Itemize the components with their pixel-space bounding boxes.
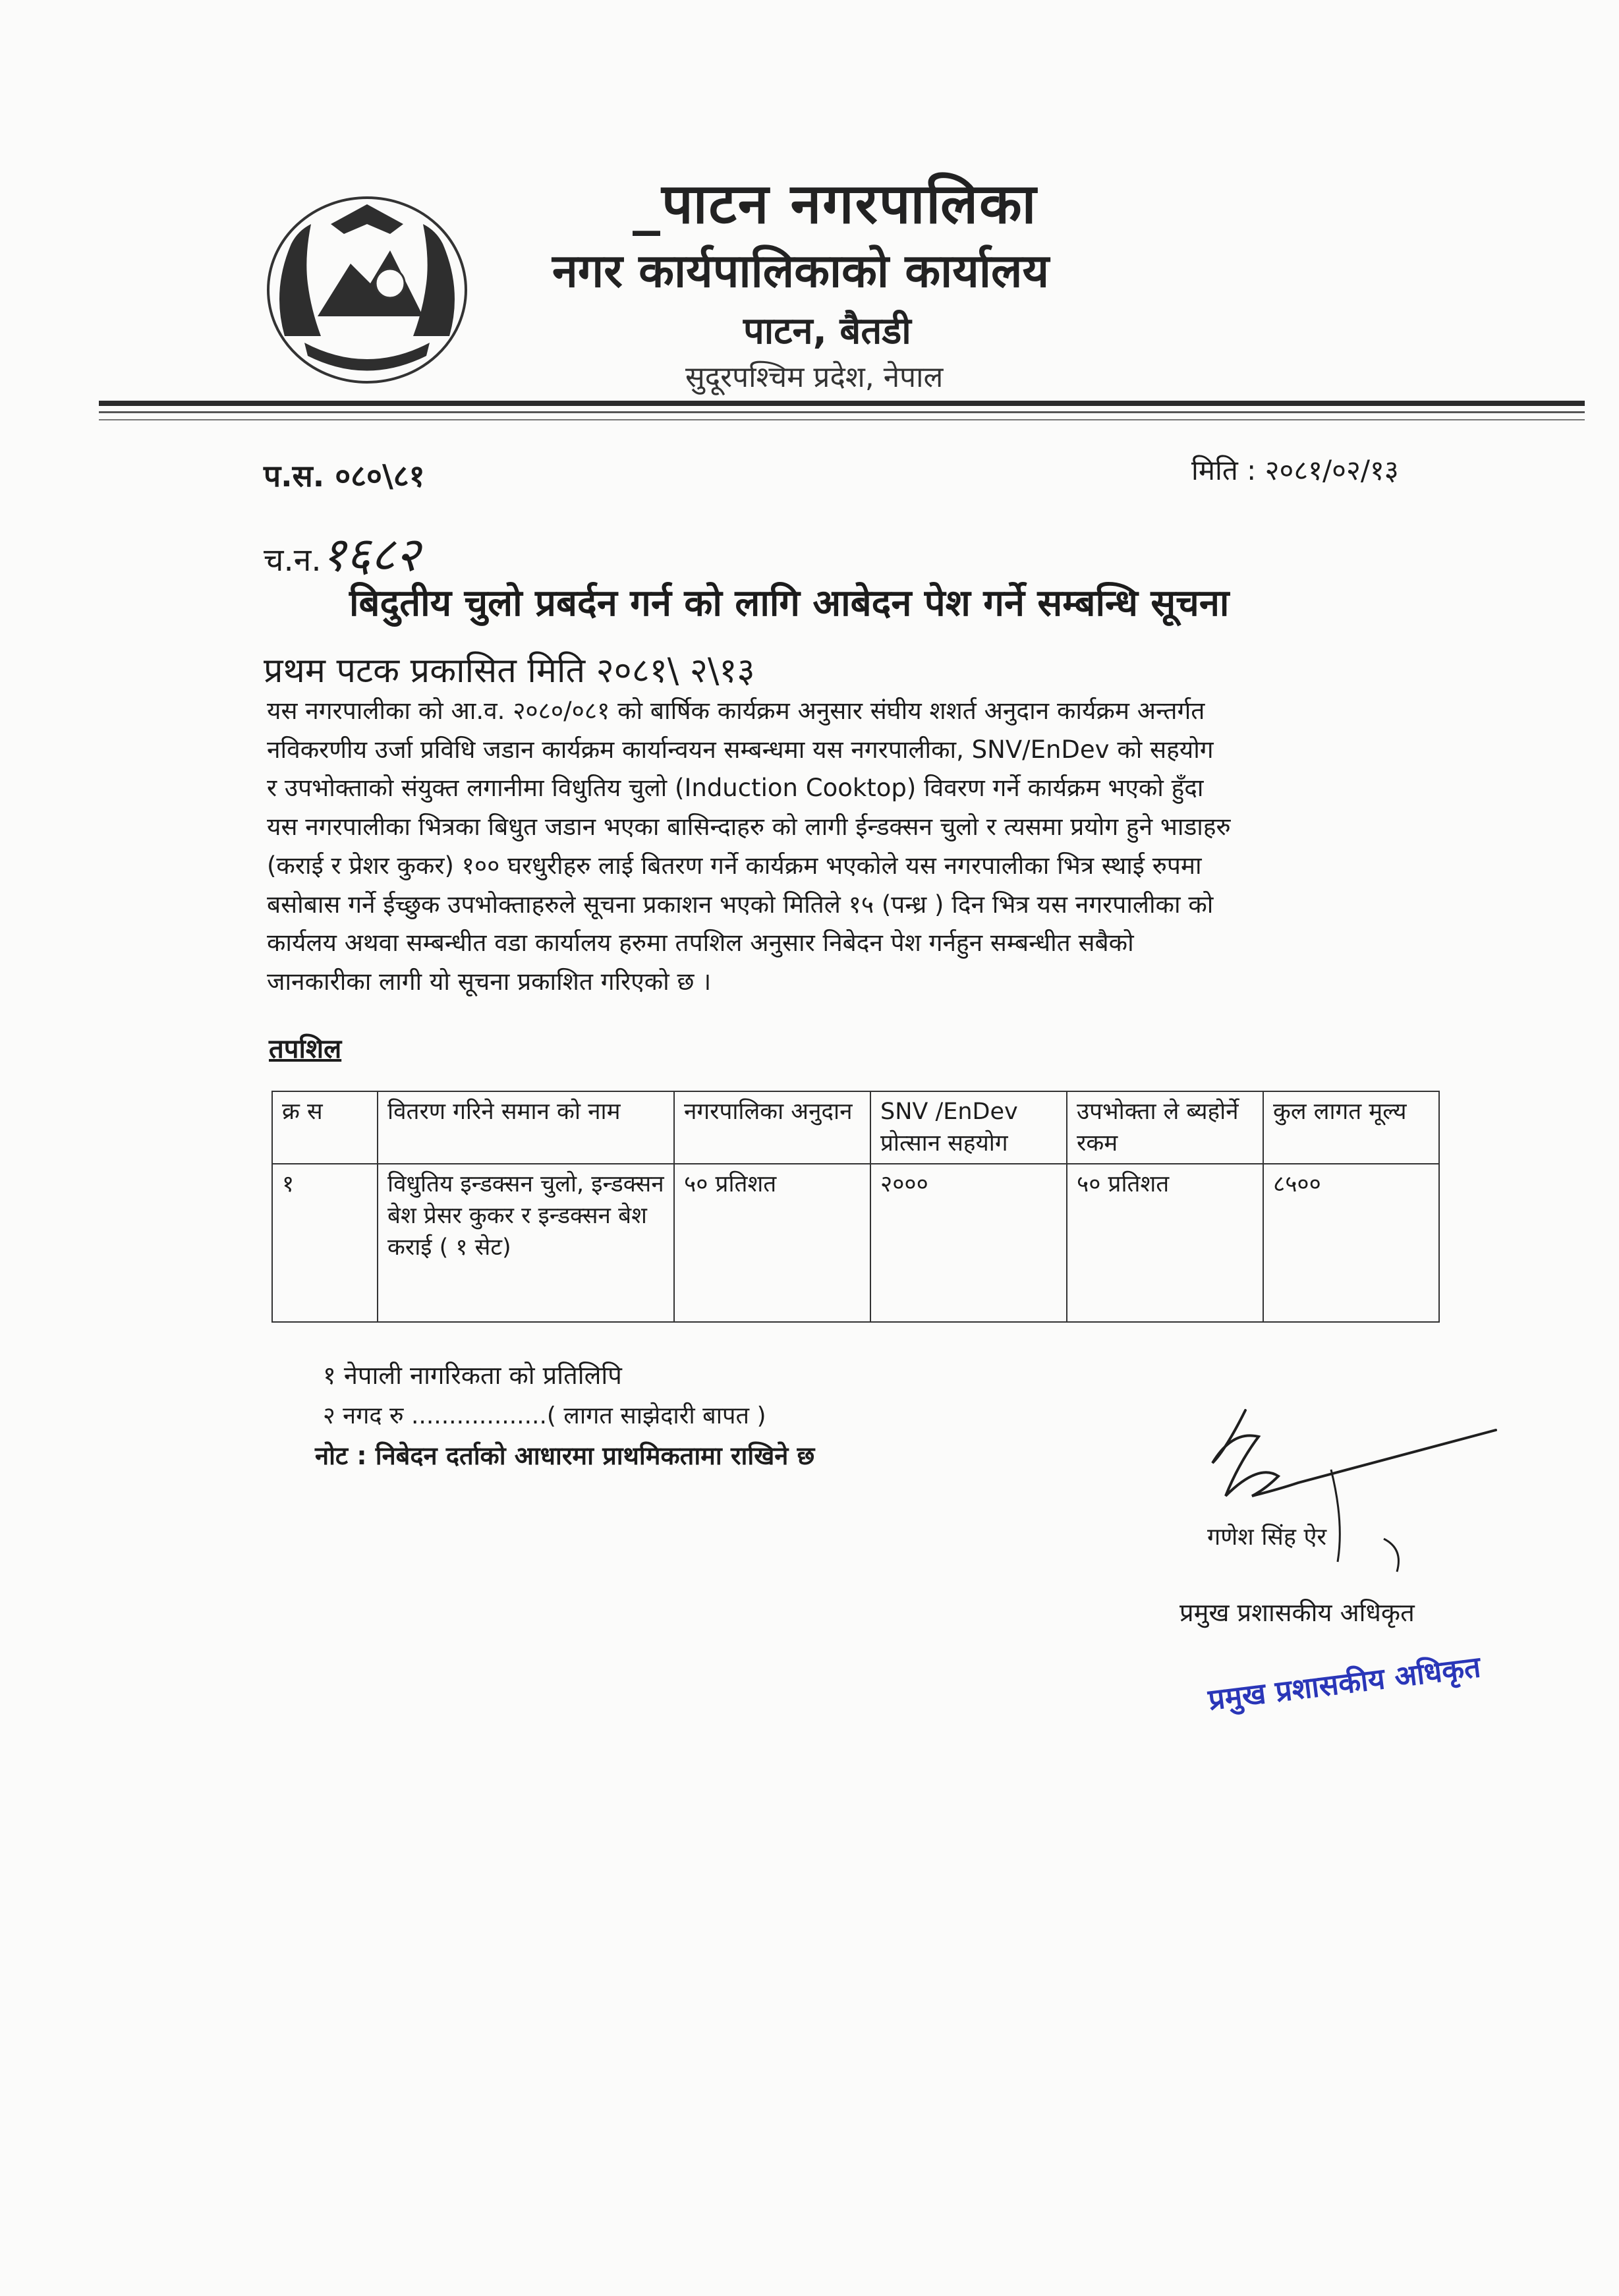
- body-line: (कराई र प्रेशर कुकर) १०० घरधुरीहरु लाई बितरण गर्ने कार्यक्रम भएकोले यस नगरपालीका भित्र स्थाई रुपमा: [267, 851, 1202, 880]
- office-name: नगर कार्यपालिकाको कार्यालय: [552, 244, 1050, 298]
- office-location: पाटन, बैतडी: [743, 310, 911, 353]
- body-line: जानकारीका लागी यो सूचना प्रकाशित गरिएको छ ।: [267, 967, 712, 996]
- table-header-cell: उपभोक्ता ले ब्यहोर्ने रकम: [1067, 1091, 1263, 1164]
- distribution-table: [271, 1091, 1440, 1323]
- table-cell: ८५००: [1263, 1164, 1439, 1322]
- header-divider-hairline: [99, 419, 1585, 420]
- table-header-cell: कुल लागत मूल्य: [1263, 1091, 1439, 1164]
- header-divider-thin: [99, 411, 1585, 413]
- details-heading: तपशिल: [269, 1034, 342, 1064]
- signatory-name: गणेश सिंह ऐर: [1207, 1524, 1327, 1551]
- table-cell: २०००: [870, 1164, 1067, 1322]
- province-name: सुदूरपश्चिम प्रदेश, नेपाल: [685, 360, 944, 394]
- table-header-cell: नगरपालिका अनुदान: [674, 1091, 870, 1164]
- dispatch-number: [264, 521, 420, 585]
- designation-stamp: प्रमुख प्रशासकीय अधिकृत: [1206, 1650, 1483, 1717]
- table-header-cell: क्र स: [272, 1091, 378, 1164]
- dispatch-number-handwritten: १६८२: [321, 527, 420, 582]
- table-cell: विधुतिय इन्डक्सन चुलो, इन्डक्सन बेश प्रेसर कुकर र इन्डक्सन बेश कराई ( १ सेट): [378, 1164, 674, 1322]
- table-header-row: [272, 1091, 1439, 1164]
- notice-body: [267, 692, 1440, 1002]
- table-cell: १: [272, 1164, 378, 1322]
- letter-reference-number: प.स. ०८०\८१: [264, 458, 425, 494]
- table-header-cell: SNV /EnDev प्रोत्सान सहयोग: [870, 1091, 1067, 1164]
- municipality-name: _पाटन नगरपालिका: [633, 171, 1038, 236]
- body-line: यस नगरपालीका को आ.व. २०८०/०८१ को बार्षिक कार्यक्रम अनुसार संघीय शशर्त अनुदान कार्यक्रम अन्तर्गत: [267, 697, 1205, 725]
- first-published-date: प्रथम पटक प्रकासित मिति २०८१\ २\१३: [264, 651, 755, 691]
- body-line: यस नगरपालीका भित्रका बिधुत जडान भएका बासिन्दाहरु को लागी ईन्डक्सन चुलो र त्यसमा प्रयोग हुने भाडाहरु: [267, 813, 1231, 842]
- table-cell: ५० प्रतिशत: [674, 1164, 870, 1322]
- body-line: नविकरणीय उर्जा प्रविधि जडान कार्यक्रम कार्यान्वयन सम्बन्धमा यस नगरपालीका, SNV/EnDev को सहयोग: [267, 735, 1214, 764]
- table-row: [272, 1164, 1439, 1322]
- government-emblem-logo: [258, 185, 476, 389]
- table-cell: ५० प्रतिशत: [1067, 1164, 1263, 1322]
- notice-title: बिदुतीय चुलो प्रबर्दन गर्न को लागि आबेदन पेश गर्ने सम्बन्धि सूचना: [349, 582, 1230, 625]
- requirement-item: १ नेपाली नागरिकता को प्रतिलिपि: [323, 1361, 622, 1390]
- table-header-cell: वितरण गरिने समान को नाम: [378, 1091, 674, 1164]
- requirement-item: २ नगद रु ..................( लागत साझेदारी बापत ): [323, 1402, 766, 1429]
- signatory-designation: प्रमुख प्रशासकीय अधिकृत: [1179, 1598, 1415, 1627]
- handwritten-signature: [1186, 1391, 1516, 1582]
- header-divider: [99, 401, 1585, 406]
- body-line: बसोबास गर्ने ईच्छुक उपभोक्ताहरुले सूचना प्रकाशन भएको मितिले १५ (पन्ध्र ) दिन भित्र यस नगरपालीका को: [267, 890, 1214, 919]
- body-line: कार्यलय अथवा सम्बन्धीत वडा कार्यालय हरुमा तपशिल अनुसार निबेदन पेश गर्नहुन सम्बन्धीत सबैको: [267, 929, 1134, 958]
- letter-date: मिति : २०८१/०२/१३: [1191, 454, 1399, 486]
- dispatch-number-label: च.न.: [264, 542, 322, 579]
- priority-note: नोट : निबेदन दर्ताको आधारमा प्राथमिकतामा राखिने छ: [315, 1441, 815, 1470]
- body-line: र उपभोक्ताको संयुक्त लगानीमा विधुतिय चुलो (Induction Cooktop) विवरण गर्ने कार्यक्रम भएको हुँदा: [267, 774, 1204, 803]
